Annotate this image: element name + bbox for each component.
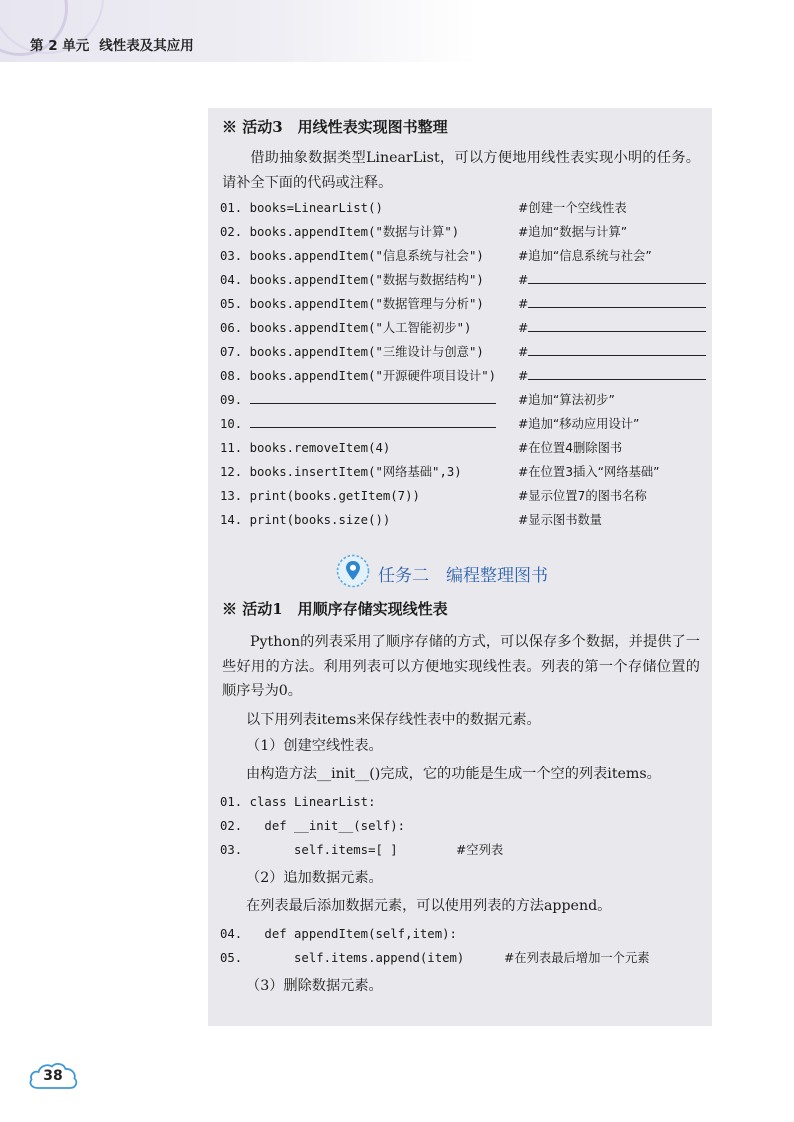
code-line: 12. books.insertItem("网络基础",3) — [220, 465, 462, 479]
step-heading: （3）删除数据元素。 — [246, 978, 383, 994]
code-line: 07. books.appendItem("三维设计与创意") — [220, 345, 484, 359]
fill-blank-line[interactable] — [250, 413, 496, 428]
unit-label: 第 2 单元 — [30, 38, 90, 54]
code-comment-blank: # — [518, 292, 706, 316]
code-comment: #在位置4删除图书 — [518, 441, 623, 455]
code-line: 05. self.items.append(item) — [220, 951, 465, 965]
page-number — [26, 1060, 80, 1092]
code-comment: #追加“数据与计算” — [518, 225, 628, 239]
code-comment: #显示位置7的图书名称 — [518, 489, 647, 503]
activity3-intro — [222, 146, 700, 195]
code-comment: #追加“信息系统与社会” — [518, 249, 652, 263]
unit-title: 线性表及其应用 — [99, 38, 194, 54]
code-comment-blank: # — [518, 340, 706, 364]
code-line: 04. books.appendItem("数据与数据结构") — [220, 273, 484, 287]
page-number-text: 38 — [43, 1068, 63, 1084]
code-comment-blank: # — [518, 316, 706, 340]
code-line: 01. books=LinearList() — [220, 201, 383, 215]
location-pin-icon — [336, 554, 370, 588]
fill-blank-line[interactable] — [528, 269, 706, 284]
content-panel — [208, 108, 712, 1026]
step-description: 在列表最后添加数据元素，可以使用列表的方法append。 — [246, 898, 612, 914]
code-comment: #空列表 — [456, 843, 504, 857]
task-title: 任务二 编程整理图书 — [378, 566, 548, 586]
code-comment-blank: # — [518, 268, 706, 292]
code-line-blank: 10. — [220, 412, 496, 436]
code-comment: #追加“算法初步” — [518, 393, 615, 407]
activity1-heading: ※ 活动1 用顺序存储实现线性表 — [222, 600, 448, 618]
code-comment: #显示图书数量 — [518, 513, 603, 527]
fill-blank-line[interactable] — [528, 317, 706, 332]
code-line: 05. books.appendItem("数据管理与分析") — [220, 297, 484, 311]
code-line: 02. books.appendItem("数据与计算") — [220, 225, 460, 239]
code-line: 03. self.items=[ ] — [220, 843, 398, 857]
code-line: 08. books.appendItem("开源硬件项目设计") — [220, 369, 497, 383]
fill-blank-line[interactable] — [528, 293, 706, 308]
activity3-intro-text: 借助抽象数据类型LinearList，可以方便地用线性表实现小明的任务。请补全下面的代码或注释。 — [222, 150, 700, 191]
fill-blank-line[interactable] — [250, 389, 496, 404]
code-line: 02. def __init__(self): — [220, 819, 406, 833]
code-comment-blank: # — [518, 364, 706, 388]
code-line: 11. books.removeItem(4) — [220, 441, 391, 455]
code-comment: #在位置3插入“网络基础” — [518, 465, 660, 479]
activity3-heading: ※ 活动3 用线性表实现图书整理 — [222, 118, 448, 136]
activity1-intro-text: Python的列表采用了顺序存储的方式，可以保存多个数据，并提供了一些好用的方法。利用列表可以方便地实现线性表。列表的第一个存储位置的顺序号为0。 — [222, 634, 700, 699]
code-line: 04. def appendItem(self,item): — [220, 927, 457, 941]
activity1-line: 以下用列表items来保存线性表中的数据元素。 — [246, 712, 541, 728]
step-heading: （1）创建空线性表。 — [246, 738, 383, 754]
code-line: 01. class LinearList: — [220, 795, 376, 809]
fill-blank-line[interactable] — [528, 341, 706, 356]
step-heading: （2）追加数据元素。 — [246, 870, 383, 886]
fill-blank-line[interactable] — [528, 365, 706, 380]
code-line: 03. books.appendItem("信息系统与社会") — [220, 249, 484, 263]
code-line: 14. print(books.size()) — [220, 513, 391, 527]
code-line: 13. print(books.getItem(7)) — [220, 489, 420, 503]
code-line-blank: 09. — [220, 388, 496, 412]
header-text — [30, 34, 204, 54]
code-comment: #追加“移动应用设计” — [518, 417, 640, 431]
page-header — [0, 0, 794, 62]
code-comment: #在列表最后增加一个元素 — [504, 951, 650, 965]
step-description: 由构造方法__init__()完成，它的功能是生成一个空的列表items。 — [246, 766, 661, 782]
code-comment: #创建一个空线性表 — [518, 201, 627, 215]
code-line: 06. books.appendItem("人工智能初步") — [220, 321, 472, 335]
activity1-intro — [222, 630, 700, 704]
